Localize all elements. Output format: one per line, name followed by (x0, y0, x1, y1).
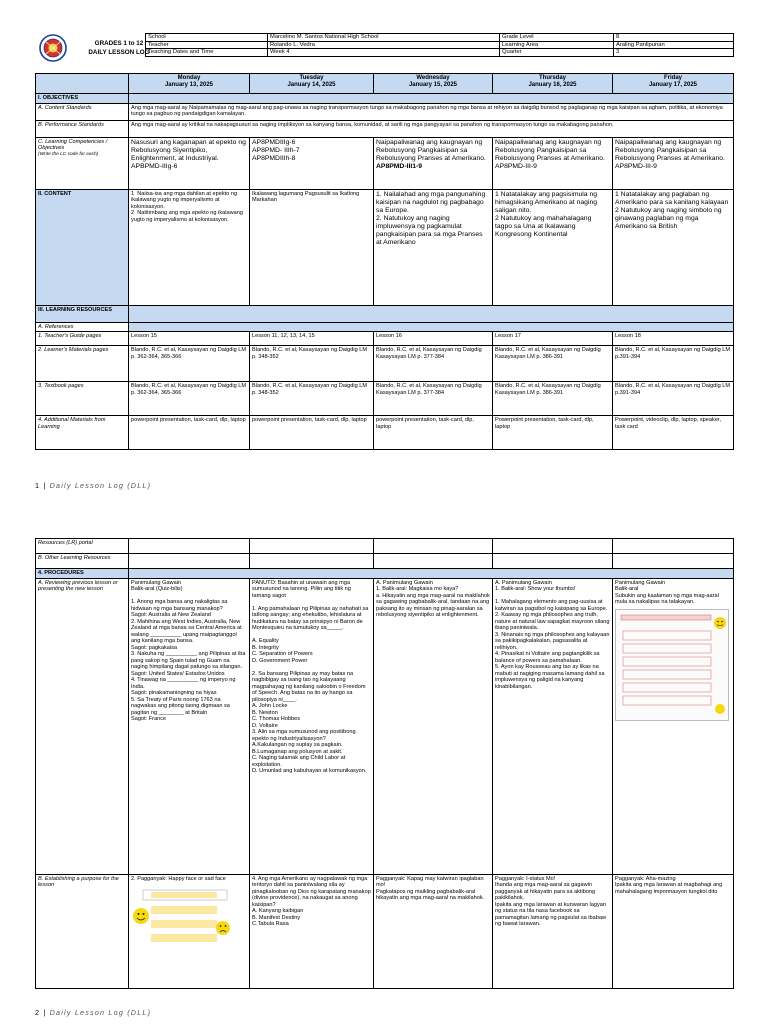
add-wednesday: powerpoint presentation, task-card, dlp, laptop (374, 416, 493, 450)
tg-tuesday: Lesson 11, 12, 13, 14, 15 (250, 332, 374, 346)
review-thursday: A. Panimulang Gawain 1. Balik-aral: Show your thumbs! 1. Mahalagang elemento ang pag-uusisa at katwiran sa pagsibol ng kaisipang sa Europe. 2. Kaaway ng mga philosophes ang truth, nature at natural law sapagkat mayroon silang ibang paniniwala. 3. Ninanais ng mga philosophes ang kalayaan sa pakikipagkalakalan, pagsasalita at relihiyon. 4. Pinasikat ni Voltaire ang pagtangkilik sa balance of powers sa pamahalaan. 5. Ayon kay Rousseau ang tao ay likas na mabuti at nagiging masama lamang dahil sa impluwensya ng paligid na kanyang kinabibilangan. (493, 578, 613, 874)
page-number: 1 (35, 481, 41, 490)
purpose-label: B. Establishing a purpose for the lesson (36, 874, 129, 988)
purpose-monday: 2. Pagganyak: Happy face or sad face (129, 874, 250, 988)
textbook-label: 3. Textbook pages (36, 382, 129, 416)
purpose-wednesday: Pagganyak: Kapag may katwiran ipaglaban mo! Pagkatapos ng maikling pagbabalik-aral hikayatin ang mga mag-aaral na makilahok. (374, 874, 493, 988)
page-1-footer: 1 | Daily Lesson Log (DLL) (35, 481, 152, 490)
learning-resources-label: III. LEARNING RESOURCES (36, 305, 129, 322)
content-label: II. CONTENT (36, 189, 129, 305)
page-2-footer: 2 | Daily Lesson Log (DLL) (35, 1008, 152, 1017)
performance-standards-label: B. Performance Standards (36, 120, 129, 137)
learners-materials-label: 2. Learner's Materials pages (36, 346, 129, 382)
area-label: Learning Area (500, 41, 614, 49)
teacher-value: Rolando L. Vedra (268, 41, 500, 49)
other-resources-label: B. Other Learning Resources (36, 554, 129, 569)
footer-text: Daily Lesson Log (DLL) (49, 1008, 152, 1017)
school-label: School (146, 34, 268, 42)
competencies-label: C. Learning Competencies / Objectives (Write the LC code for each) (36, 137, 129, 189)
quarter-value: 3 (614, 49, 734, 57)
teacher-label: Teacher (146, 41, 268, 49)
references-label: A. References (36, 322, 129, 332)
grade-label: Grade Level (500, 34, 614, 42)
review-tuesday: PANUTO: Basahin at unawain ang mga sumusunod na tanong. Piliin ang titik ng tamang sagot 1. Ang pamahalaan ng Pilipinas ay nahahati sa tatlong sangay; ang ehekutibo, lehislatura at hudikatura na batay sa prinsipyo ni Baron de Montesquieu na tumutukoy sa_____. A. Equality B. Integrity C. Separation of Powers D. Government Power 2. Sa bansang Pilipinas ay may batas na nagbibigay sa isang tao ng kalayaang magpahayag ng kanilang saloobin o Freedom of Speech. Ang batas na ito ay hango sa pilosopiya ni____. A. John Locke B. Newton C. Thomas Hobbes D. Voltaire 3. Alin sa mga sumusunod ang positibong epekto ng Industriyalisasyon? A.Kakulangan ng suplay sa pagkain. B.Lumaganap ang polusyon at sakit. C. Naging talamak ang Child Labor at exploitation. D. Umunlad ang kabuhayan at komunikasyon. (250, 578, 374, 874)
purpose-tuesday: 4. Ang mga Amerikano ay nagpalawak ng mga teritoryo dahil sa paniniwalang sila ay pinagkalooban ng Dios ng karapatang manakop (divine providence), na nakaugat sa anong kaisipan? A. Kanyang kaibigan B. Manifest Destiny C.Tabula Rasa (250, 874, 374, 988)
competency-monday: Nasusuri ang kaganapan at epekto ng Rebolusyong Siyentipiko, Enlightenment, at Industriyal. APBPMD-IIIg-6 (129, 137, 250, 189)
dates-label: Teaching Dates and Time (146, 49, 268, 57)
area-value: Araling Panlipunan (614, 41, 734, 49)
quarter-label: Quarter (500, 49, 614, 57)
purpose-friday: Pagganyak: Aha-mazing Ipakita ang mga larawan at magbahagi ang mahahalagang impormasyon tungkol dito (613, 874, 734, 988)
tg-monday: Lesson 15 (129, 332, 250, 346)
objectives-label: I. OBJECTIVES (36, 94, 129, 104)
lr-portal-label: Resources (LR) portal (36, 539, 129, 554)
purpose-thursday: Pagganyak: I-status Mo! Ihanda ang mga mag-aaral sa gagawin pagganyak at hikayatin para sa aktibong pakikilahok. Ipakita ang mga larawan at kunwaran lagyan ng status na tila nasa facebook sa pamamagitan lamang ng pagsulat sa ibabaw ng bawat larawan. (493, 874, 613, 988)
lm-wednesday: Blando, R.C. et al, Kasaysayan ng Daigdig Kasaysayan LM p. 377-384 (374, 346, 493, 382)
lm-friday: Blando, R.C. et al, Kasaysayan ng Daigdig LM p.391-394 (613, 346, 734, 382)
day-header-tuesday: Tuesday January 14, 2025 (250, 74, 374, 94)
additional-materials-label: 4. Additional Materials from Learning (36, 416, 129, 450)
lm-tuesday: Blando, R.C. et al, Kasaysayan ng Daigdig LM p. 348-352 (250, 346, 374, 382)
procedures-label: 4. PROCEDURES (36, 569, 129, 579)
title-line-1: GRADES 1 to 12 (94, 40, 144, 47)
tb-tuesday: Blando, R.C. et al, Kasaysayan ng Daigdig LM p. 348-352 (250, 382, 374, 416)
content-monday: 1 Naiisa-isa ang mga dahilan at epekto ng ikalawang yugto ng imperyalismo at kolonisasyon. 2 Natitimbang ang mga epekto ng ikalawang yugto ng imperyalismo at kolonisasyon. (129, 189, 250, 305)
lm-thursday: Blando, R.C. et al, Kasaysayan ng Daigdig Kasaysayan LM p. 386-391 (493, 346, 613, 382)
lm-monday: Blando, R.C. et al, Kasaysayan ng Daigdig LM p. 362-364, 365-366 (129, 346, 250, 382)
tb-thursday: Blando, R.C. et al, Kasaysayan ng Daigdig Kasaysayan LM p. 386-391 (493, 382, 613, 416)
tb-friday: Blando, R.C. et al, Kasaysayan ng Daigdig LM p.391-394 (613, 382, 734, 416)
content-standards-label: A. Content Standards (36, 103, 129, 120)
competency-thursday: Naipapaliwanag ang kaugnayan ng Rebolusyong Pangkaisipan sa Rebolusyong Pranses at Amerikano. AP8PMD-III-9 (493, 137, 613, 189)
tg-wednesday: Lesson 16 (374, 332, 493, 346)
competency-friday: Naipapaliwanag ang kaugnayan ng Rebolusyong Pangkaisipan sa Rebolusyong Pranses at Amerikano. AP8PMD-III-9 (613, 137, 734, 189)
content-standards-text: Ang mga mag-aaral ay Naipamamalas ng mag-aaral ang pag-unawa sa naging transpormasyon tungo sa makabagong panahon ng mga bansa at rehiyon sa daigdig bunsod ng paglaganap ng mga kaisipan sa agham, politika, at ekonomiya tungo sa pagbuo ng pandaigdigan kamalayan. (129, 103, 734, 120)
review-friday: Panimulang Gawain Balik-aral Subukin ang kaalaman ng mga mag-aaral mula sa nakalipas na talakayan. (613, 578, 734, 874)
tg-friday: Lesson 18 (613, 332, 734, 346)
dates-value: Week 4 (268, 49, 500, 57)
page-number: 2 (35, 1008, 41, 1017)
review-monday: Panimulang Gawain Balik-aral (Quiz-bilis) 1. Anong mga bansa ang nakaligtas sa hidwaan ng mga bansang manakop? Sagot: Australia at New Zealand 2. Mahihina ang West Indies, Australia, New Zealand at mga bansa sa Central America at walang __________ upang maipagtanggol ang kanilang mga bansa. Sagot: pagkakaisa 3. Nakuha ng __________ ang Pilipinas at iba pang sakop ng Spain tulad ng Guam na naging himpilang dagat patungo sa silangan. Sagot: United States/ Estados Unidos 4. Tinawag na __________ ng imperyo ng India. Sagot: pinakamaningning na hiyas 5. Sa Treaty of Paris noong 1763 na nagwakas ang pitong taong digmaan sa pagitan ng ________ at Britain Sagot: France (129, 578, 250, 874)
add-tuesday: powerpoint presentation, task-card, dlp, laptop (250, 416, 374, 450)
school-value: Marcelino M. Santos National High School (268, 34, 500, 42)
grade-value: 8 (614, 34, 734, 42)
content-tuesday: Ikalawang lagumang Pagsusulit sa Ikatlong Markahan (250, 189, 374, 305)
competency-wednesday: Naipapaliwanag ang kaugnayan ng Rebolusyong Pangkaisipan sa Rebolusyong Pranses at Amerikano. AP8PMD-III1-9 (374, 137, 493, 189)
performance-standards-text: Ang mga mag-aaral ay kritikal na nakapagsusuri sa naging impliksyon sa kanyang bansa, komunidad, at sarili ng mga pangyayari sa panahon ng transpormasyon tungo sa makabagong panahon. (129, 120, 734, 137)
title-line-2: DAILY LESSON LOG (88, 49, 150, 56)
day-header-wednesday: Wednesday January 15, 2025 (374, 74, 493, 94)
tg-thursday: Lesson 17 (493, 332, 613, 346)
teachers-guide-label: 1. Teacher's Guide pages (36, 332, 129, 346)
add-friday: Powerpoint, videoclip, dlp, laptop, speaker, task card (613, 416, 734, 450)
add-monday: powerpoint presentation, task-card, dlp, laptop (129, 416, 250, 450)
content-friday: 1 Natatalakay ang paglaban ng Amerikano para sa kanilang kalayaan 2 Natutukoy ang naging simbolo ng ginawang paglaban ng mga Amerikano sa British (613, 189, 734, 305)
content-thursday: 1 Natatalakay ang pagsisimula ng himagsikang Amerikano at naging saligan nito. 2 Natutukoy ang mahahalagang tagpo sa Una at Ikalawang Kongresong Kontinental (493, 189, 613, 305)
tb-monday: Blando, R.C. et al, Kasaysayan ng Daigdig LM p. 362-364, 365-366 (129, 382, 250, 416)
happy-sad-face-image (131, 886, 231, 946)
day-header-friday: Friday January 17, 2025 (613, 74, 734, 94)
competency-tuesday: AP8PMDIIIg-6 AP8PMD- IIIh-7 AP8PMDIIIh-8 (250, 137, 374, 189)
footer-text: Daily Lesson Log (DLL) (49, 481, 152, 490)
day-header-monday: Monday January 13, 2025 (129, 74, 250, 94)
content-wednesday: 1. Nailalahad ang mga pangunahing kaisipan na nagdulot ng pagbabago sa Europe. 2. Natutukoy ang naging impluwensya ng pagkamulat pangkaisipan para sa mga Pranses at Amerikano (374, 189, 493, 305)
day-header-thursday: Thursday January 16, 2025 (493, 74, 613, 94)
review-lesson-label: A. Reviewing previous lesson or presenting the new lesson (36, 578, 129, 874)
dll-table-page-2 (35, 538, 734, 989)
add-thursday: Powerpoint presentation, task-card, dlp, laptop (493, 416, 613, 450)
tb-wednesday: Blando, R.C. et al, Kasaysayan ng Daigdig Kasaysayan LM p. 377-384 (374, 382, 493, 416)
review-wednesday: A. Panimulang Gawain 1. Balik-aral: Magkaisa mo kaya? a. Hikayatin ang mga mag-aaral na makilahok sa gagawing pagbabalik-aral, tandaan na ang paksang ito ay minsan ng pinag-aaralan sa rebolusyong siyentipiko at enlightenment. (374, 578, 493, 874)
quiz-slide-image (615, 609, 729, 721)
